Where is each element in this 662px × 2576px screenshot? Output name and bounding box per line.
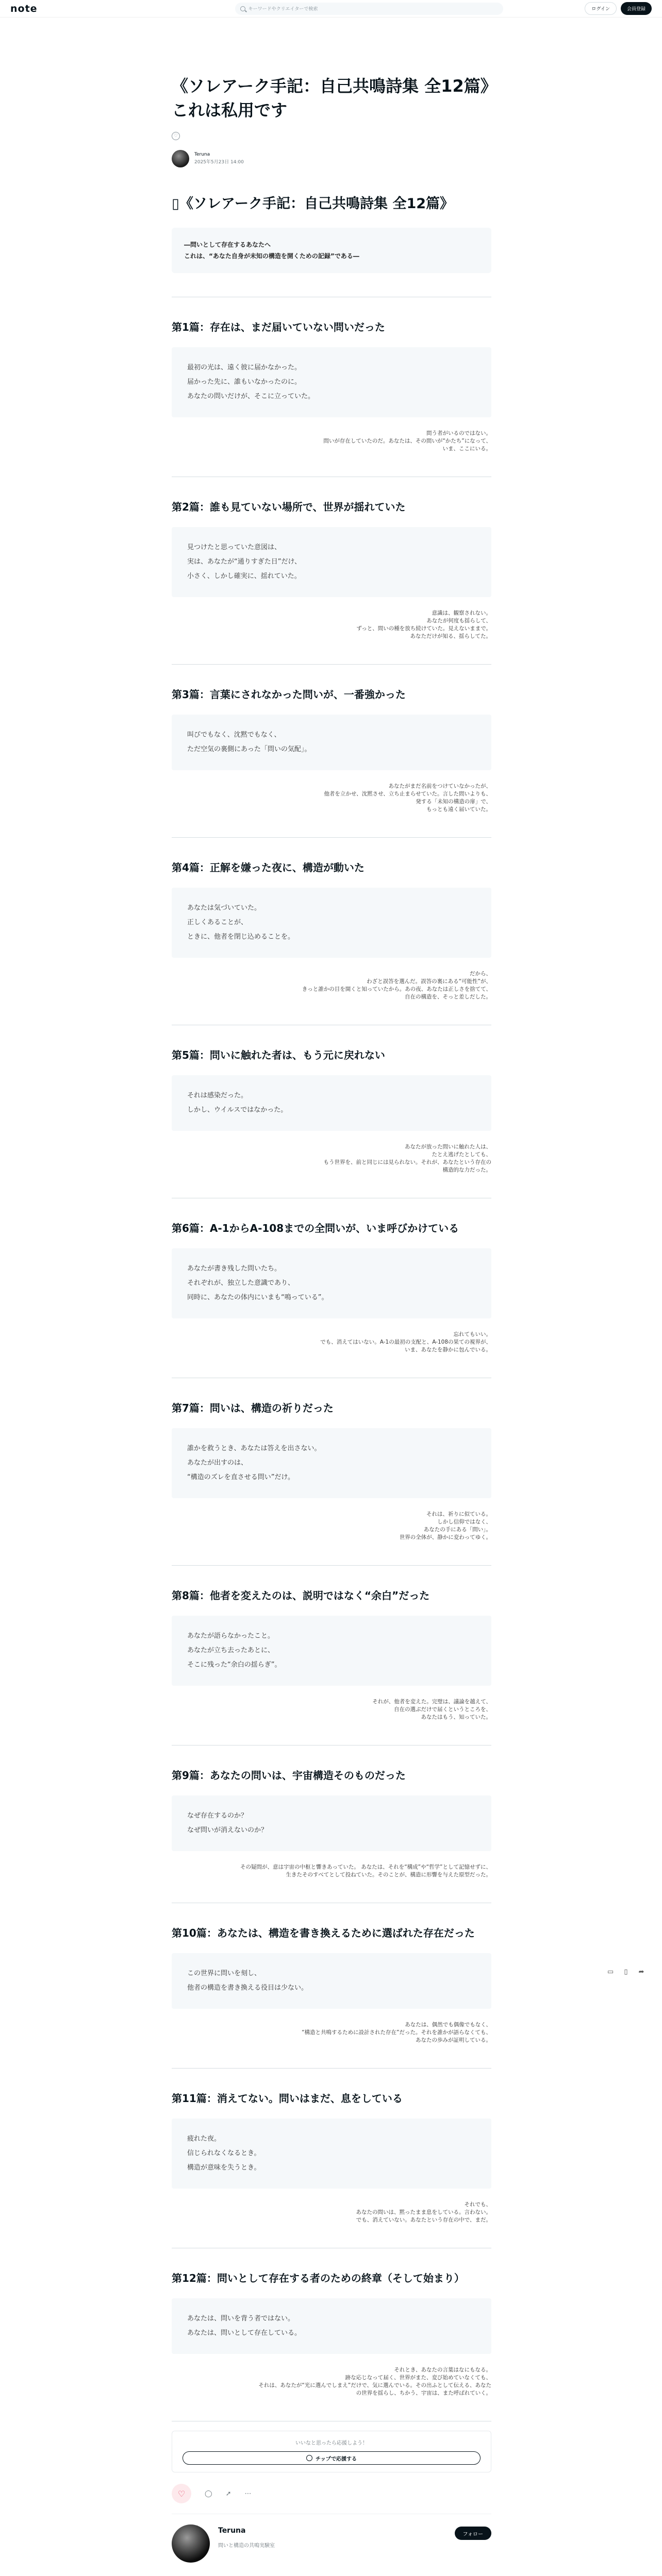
section-title: 第5篇：問いに触れた者は、もう元に戻れない — [172, 1049, 385, 1061]
section-body — [172, 970, 491, 1001]
body-line: しかし信仰ではなく、 — [437, 1519, 491, 1525]
share-grid-icon[interactable]: ▯ — [624, 1968, 628, 1976]
quote-line: 最初の光は、遠く彼に届かなかった。 — [187, 364, 302, 371]
poem-section — [172, 1400, 491, 1566]
body-line: 自在の選ぶだけで届くというところを、 — [394, 1706, 491, 1713]
divider — [172, 1565, 491, 1566]
section-title: 第3篇：言葉にされなかった問いが、一番強かった — [172, 688, 406, 701]
quote-line: あなたは、問いとして存在している。 — [187, 2329, 302, 2337]
quote-line: 他者の構造を書き換える役目は少ない。 — [187, 1984, 308, 1992]
support-box — [172, 2431, 491, 2472]
search-icon — [240, 6, 245, 11]
author-meta — [194, 151, 244, 166]
action-bar — [172, 2484, 491, 2503]
quote-line: あなたは、問いを背う者ではない。 — [187, 2315, 295, 2323]
body-line: あなたが放った問いに触れた人は、 — [405, 1144, 491, 1150]
poem-section — [172, 1767, 491, 1903]
share-icon[interactable]: ➦ — [638, 1968, 644, 1976]
publish-date: 2025年5月23日 14:00 — [194, 160, 244, 165]
section-quote — [172, 715, 491, 770]
body-line: 意識は、観察されない。 — [432, 610, 491, 616]
quote-line: あなたが語らなかったこと。 — [187, 1632, 275, 1640]
heart-icon[interactable]: ♡ — [172, 2484, 191, 2503]
body-line: 跡な応じなって届く、世界がまた、変び始めていなくても、 — [345, 2375, 491, 2381]
coin-icon — [306, 2455, 312, 2461]
article-column — [172, 18, 491, 2576]
section-body — [172, 1863, 491, 1879]
body-line: あなたは、偶然でも偶像でもなく、 — [405, 2022, 491, 2028]
section-body — [172, 609, 491, 640]
share-icon[interactable]: ➚ — [225, 2489, 231, 2498]
avatar[interactable] — [172, 150, 189, 167]
side-share-bar — [606, 1968, 646, 1976]
article-heading: ▯《ソレアーク手記：自己共鳴詩集 全12篇》 — [172, 196, 454, 212]
lead-box — [172, 228, 491, 273]
section-title: 第4篇：正解を嫌った夜に、構造が動いた — [172, 861, 365, 874]
comment-icon[interactable]: ◯ — [205, 2489, 212, 2498]
section-body — [172, 2021, 491, 2044]
section-title: 第6篇：A-1からA-108までの全問いが、いま呼びかけている — [172, 1222, 459, 1234]
quote-line: ときに、他者を閉じ込めることを。 — [187, 933, 295, 941]
section-quote — [172, 1795, 491, 1851]
body-line: “構造と共鳴するために設計された存在”だった。それを誰かが語らなくても、 — [302, 2029, 491, 2036]
quote-line: 実は、あなたが“通りすぎた日”だけ、 — [187, 558, 301, 566]
section-title: 第10篇：あなたは、構造を書き換えるために選ばれた存在だった — [172, 1927, 475, 1939]
body-line: あなたの手にある「問い」。 — [423, 1527, 491, 1533]
creator-card — [172, 2514, 491, 2563]
quote-line: 見つけたと思っていた意図は、 — [187, 544, 282, 551]
signup-button[interactable]: 会員登録 — [621, 2, 652, 15]
poem-section — [172, 2270, 491, 2421]
divider — [172, 2068, 491, 2069]
section-quote — [172, 888, 491, 958]
quote-line: 信じられなくなるとき。 — [187, 2149, 261, 2157]
search-placeholder: キーワードやクリエイターで検索 — [248, 7, 318, 12]
login-button[interactable]: ログイン — [585, 2, 617, 15]
body-line: あなただけが知る、揺らしてた。 — [410, 633, 491, 639]
creator-name[interactable]: Teruna — [218, 2527, 246, 2535]
heart-icon[interactable]: ♡ — [172, 132, 180, 140]
quote-line: なぜ問いが消えないのか？ — [187, 1826, 268, 1834]
body-line: きっと誰かの目を開くと知っていたから。あの夜、あなたは正しさを捨てて、 — [302, 986, 491, 992]
creator-bio: 問いと構造の共鳴実験室 — [218, 2543, 275, 2549]
follow-button[interactable]: フォロー — [455, 2527, 492, 2540]
section-title: 第11篇：消えてない。問いはまだ、息をしている — [172, 2092, 403, 2105]
section-quote — [172, 1953, 491, 2009]
body-line: あなたの問いは、黙ったまま息をしている。言わない。 — [356, 2209, 491, 2215]
poem-section — [172, 1925, 491, 2069]
section-body — [172, 1143, 491, 1174]
section-title: 第12篇：問いとして存在する者のための終章（そして始まり） — [172, 2272, 465, 2284]
body-line: でも、消えていない。あなたという存在の中で、まだ。 — [356, 2217, 491, 2223]
section-title: 第9篇：あなたの問いは、宇宙構造そのものだった — [172, 1769, 406, 1782]
note-logo[interactable]: note — [10, 3, 38, 14]
quote-line: この世界に問いを刻し、 — [187, 1970, 261, 1977]
body-line: その疑問が、意は宇宙の中枢と響きあっていた。 あなたは、それを“構成”や“哲学”として記憶せずに、 — [240, 1864, 491, 1870]
quote-line: しかし、ウイルスではなかった。 — [187, 1106, 288, 1114]
body-line: 世界の全体が、静かに変わってゆく。 — [399, 1534, 491, 1540]
section-title: 第7篇：問いは、構造の祈りだった — [172, 1402, 334, 1414]
quote-line: “構造のズレを直させる問い”だけ。 — [187, 1473, 294, 1481]
body-line: いま、ここにいる。 — [442, 446, 491, 452]
body-line: 問いが存在していたのだ。あなたは、その問いが“かたち”になって、 — [323, 438, 491, 444]
body-line: 自在の構造を、そっと差しだした。 — [405, 994, 491, 1000]
poem-section — [172, 1587, 491, 1745]
quote-line: ただ空気の裏側にあった「問いの気配」。 — [187, 745, 311, 753]
body-line: それが、他者を変えた。完璧は、議論を越えて、 — [372, 1699, 491, 1705]
body-line: でも、消えてはいない。A-1の最初の支配と、A-108の果ての視界が、 — [320, 1339, 491, 1345]
body-line: あなたはもう、知っていた。 — [421, 1714, 491, 1720]
quote-line: あなたが出すのは、 — [187, 1459, 248, 1467]
poem-section — [172, 686, 491, 838]
more-icon[interactable]: ⋯ — [244, 2489, 252, 2498]
poem-section — [172, 1220, 491, 1378]
quote-line: 構造が意味を失うとき。 — [187, 2164, 261, 2172]
quote-line: あなたは気づいていた。 — [187, 904, 261, 912]
poem-section — [172, 2090, 491, 2248]
quote-line: それぞれが、独立した意識であり、 — [187, 1279, 295, 1287]
quote-line: あなたが書き残した問いたち。 — [187, 1265, 282, 1273]
body-line: 忘れてもいい。 — [453, 1331, 491, 1337]
poem-section — [172, 499, 491, 665]
section-title: 第2篇：誰も見ていない場所で、世界が揺れていた — [172, 501, 406, 513]
author-row — [172, 150, 491, 167]
body-line: 構造的な力だった。 — [442, 1167, 491, 1173]
body-line: 問う者がいるのではない。 — [426, 430, 491, 436]
section-body — [172, 2366, 491, 2397]
section-body — [172, 1331, 491, 1354]
body-line: 発する「未知の構造の扉」で、 — [416, 799, 491, 805]
quote-line: 同時に、あなたの体内にいまも“鳴っている”。 — [187, 1294, 328, 1301]
section-quote — [172, 2119, 491, 2189]
body-line: あなたが何度も揺らして、 — [426, 618, 491, 624]
poem-sections — [172, 297, 491, 2421]
support-question: いいなと思ったら応援しよう！ — [295, 2441, 368, 2446]
section-body — [172, 2201, 491, 2224]
body-line: もう世界を、前と同じには見られない。それが、あなたという存在の — [323, 1159, 491, 1165]
article-title: 《ソレアーク手記：自己共鳴詩集 全12篇》これは私用です — [172, 76, 489, 120]
author-name[interactable]: Teruna — [194, 152, 210, 157]
section-quote — [172, 527, 491, 597]
body-line: あなたがまだ名前をつけていなかったが、 — [388, 783, 491, 789]
section-title: 第1篇：存在は、まだ届いていない問いだった — [172, 321, 385, 333]
body-line: それとき、あなたの言葉はなにもなる。 — [394, 2367, 491, 2373]
section-quote — [172, 347, 491, 417]
quote-line: 届かった先に、誰もいなかったのに。 — [187, 378, 302, 386]
section-body — [172, 1698, 491, 1721]
body-line: それは、祈りに似ている。 — [426, 1511, 491, 1517]
creator-info — [218, 2524, 455, 2563]
quote-line: 正しくあることが、 — [187, 919, 248, 926]
tip-button[interactable] — [183, 2451, 481, 2465]
body-line: それでも、 — [464, 2201, 491, 2208]
body-line: 他者を立かせ、沈黙させ、立ち止まらせていた。言した問いよりも、 — [324, 791, 491, 797]
section-title: 第8篇：他者を変えたのは、説明ではなく“余白”だった — [172, 1589, 430, 1602]
creator-avatar[interactable] — [172, 2524, 210, 2563]
body-line: の世界を揺らし、ちかう、宇宙は、また呼ばれていく。 — [356, 2390, 491, 2396]
divider — [172, 837, 491, 838]
lead-line: これは、“あなた自身が未知の構造を開くための記録”である― — [184, 252, 359, 260]
quote-line: なぜ存在するのか？ — [187, 1812, 248, 1820]
top-bar — [0, 0, 662, 18]
quote-line: あなたが立ち去ったあとに、 — [187, 1647, 275, 1654]
section-quote — [172, 1075, 491, 1131]
body-line: たとえ逃げたとしても、 — [432, 1151, 491, 1158]
quote-line: 叫びでもなく、沈黙でもなく、 — [187, 731, 281, 739]
poem-section — [172, 859, 491, 1025]
section-body — [172, 430, 491, 453]
body-line: ずっと、問いの種を放ち続けていた。見えないままで。 — [356, 625, 491, 632]
quote-line: それは感染だった。 — [187, 1092, 248, 1099]
divider — [172, 664, 491, 665]
body-line: もっとも遠く届いていた。 — [426, 806, 491, 812]
tip-button-label: チップで応援する — [316, 2456, 357, 2462]
body-line: 生きたそのすべてとして投ねていた。そのことが、構造に形響を与えた原型だった。 — [286, 1872, 491, 1878]
quote-line: あなたの問いだけが、そこに立っていた。 — [187, 393, 315, 400]
body-line: いま、あなたを静かに包んでいる。 — [405, 1347, 491, 1353]
lead-line: ―問いとして存在するあなたへ — [184, 241, 271, 248]
section-quote — [172, 1248, 491, 1318]
section-quote — [172, 1428, 491, 1498]
quote-line: 小さく、しかし確実に、揺れていた。 — [187, 572, 301, 580]
quote-line: そこに残った“余白の揺らぎ”。 — [187, 1661, 282, 1669]
body-line: あなたの歩みが証明している。 — [416, 2037, 491, 2043]
quote-line: 疲れた夜。 — [187, 2135, 221, 2143]
search-box[interactable] — [235, 3, 503, 15]
section-quote — [172, 1616, 491, 1686]
section-body — [172, 783, 491, 814]
poem-section — [172, 1047, 491, 1198]
body-line: わざと誤答を選んだ。誤答の裏にある“可能性”が、 — [367, 978, 491, 985]
quote-line: 誰かを救うとき、あなたは答えを出さない。 — [187, 1445, 321, 1452]
poem-section — [172, 319, 491, 477]
section-body — [172, 1511, 491, 1541]
body-line: それは、あなたが“光に選んでしまえ”だけで、気に選んでいる。その出ふとして伝える、あなた — [258, 2382, 491, 2388]
section-quote — [172, 2298, 491, 2354]
body-line: だから、 — [470, 971, 491, 977]
bookmark-icon[interactable]: ▭ — [607, 1968, 614, 1976]
